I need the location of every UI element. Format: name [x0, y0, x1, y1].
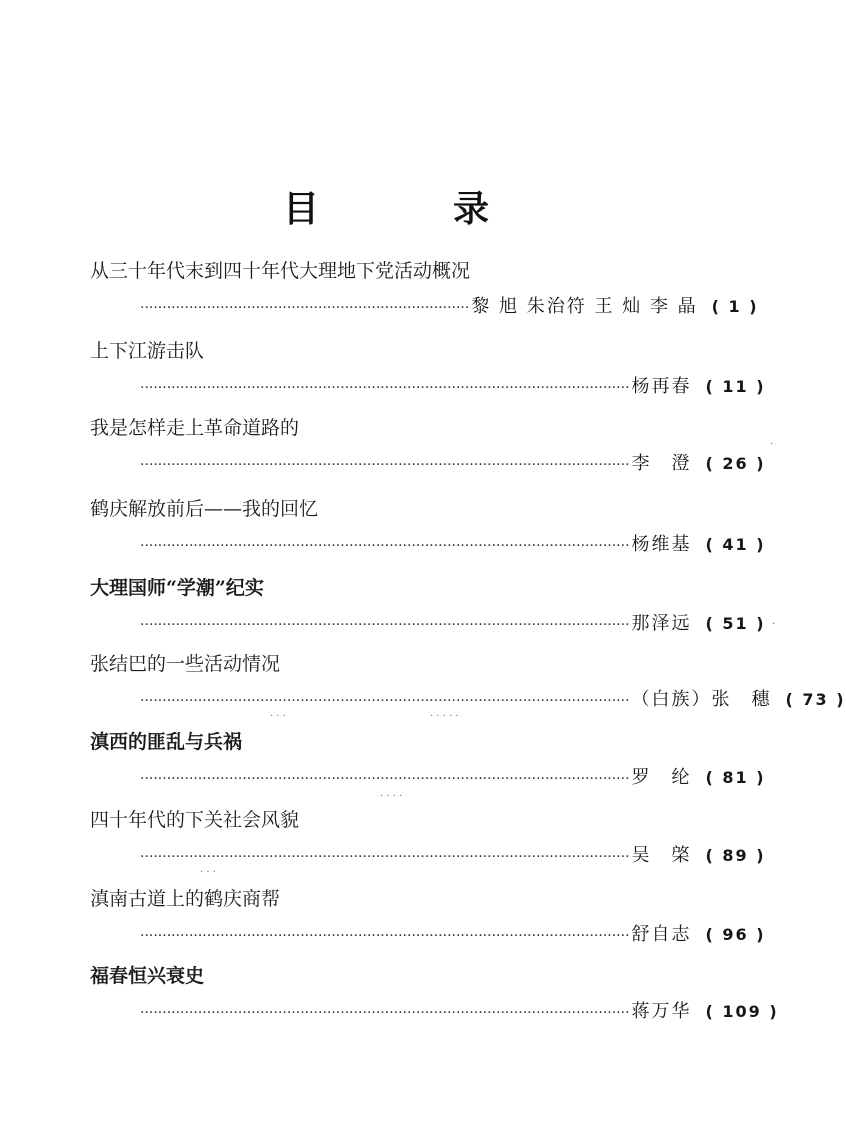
entry-leader-row: [140, 293, 759, 321]
scan-speck: · · · · ·: [430, 711, 459, 722]
scan-speck: · · · ·: [380, 791, 403, 802]
toc-entry: [0, 258, 810, 328]
entry-author: 杨维基: [631, 534, 692, 555]
entry-page: ( 1 ): [711, 297, 759, 316]
toc-entry: [0, 415, 810, 485]
entry-page: ( 41 ): [705, 535, 766, 554]
dot-leader: ··············································································································: [140, 538, 630, 554]
entry-leader-row: [140, 764, 766, 792]
dot-leader: ··············································································································: [140, 617, 630, 633]
entry-title: 鹤庆解放前后——我的回忆: [90, 498, 319, 520]
dot-leader: ··············································································································: [140, 928, 630, 944]
entry-author: 那泽远: [631, 613, 692, 634]
toc-entry: [0, 807, 810, 877]
dot-leader: ··············································································································: [140, 849, 630, 865]
entry-author: 罗 纶: [631, 767, 692, 788]
toc-entry: [0, 496, 810, 566]
entry-title: 张结巴的一些活动情况: [90, 653, 281, 675]
toc-entry: [0, 575, 810, 645]
entry-author: 蒋万华: [631, 1001, 692, 1022]
entry-title: 我是怎样走上革命道路的: [90, 417, 300, 439]
entry-leader-row: [140, 998, 779, 1026]
dot-leader: ··········································································: [140, 300, 470, 316]
entry-leader-row: [140, 610, 766, 638]
entry-title: 福春恒兴衰史: [90, 965, 205, 987]
entry-author: 舒自志: [631, 924, 692, 945]
entry-leader-row: [140, 531, 766, 559]
toc-entry: [0, 963, 810, 1033]
entry-leader-row: [140, 921, 766, 949]
scan-speck: · · ·: [270, 711, 286, 722]
scan-speck: ·: [770, 439, 774, 450]
entry-title: 从三十年代末到四十年代大理地下党活动概况: [90, 260, 471, 282]
entry-title: 上下江游击队: [90, 340, 205, 362]
toc-heading-char-2: 录: [453, 189, 490, 230]
scan-speck: ·: [772, 619, 776, 630]
entry-author: （白族）张 穗: [631, 689, 772, 710]
entry-page: ( 89 ): [705, 846, 766, 865]
entry-page: ( 81 ): [705, 768, 766, 787]
toc-heading: [0, 188, 810, 238]
dot-leader: ··············································································································: [140, 457, 630, 473]
entry-page: ( 109 ): [705, 1002, 779, 1021]
toc-heading-char-1: 目: [283, 189, 320, 230]
toc-entry: [0, 729, 810, 799]
dot-leader: ··············································································································: [140, 1005, 630, 1021]
entry-leader-row: [140, 842, 766, 870]
entry-page: ( 96 ): [705, 925, 766, 944]
scan-speck: · · ·: [200, 867, 216, 878]
dot-leader: ··············································································································: [140, 693, 630, 709]
dot-leader: ··············································································································: [140, 380, 630, 396]
entry-title: 四十年代的下关社会风貌: [90, 809, 300, 831]
entry-author: 李 澄: [631, 453, 692, 474]
entry-leader-row: [140, 686, 846, 714]
entry-leader-row: [140, 373, 766, 401]
toc-entry: [0, 886, 810, 956]
entry-page: ( 73 ): [785, 690, 846, 709]
entry-title: 滇南古道上的鹤庆商帮: [90, 888, 281, 910]
entry-author: 黎 旭 朱治符 王 灿 李 晶: [471, 296, 698, 317]
entry-page: ( 11 ): [705, 377, 766, 396]
entry-author: 吴 棨: [631, 845, 692, 866]
entry-leader-row: [140, 450, 766, 478]
dot-leader: ··············································································································: [140, 771, 630, 787]
entry-page: ( 26 ): [705, 454, 766, 473]
entry-author: 杨再春: [631, 376, 692, 397]
entry-page: ( 51 ): [705, 614, 766, 633]
entry-title: 大理国师“学潮”纪实: [90, 577, 264, 599]
toc-entry: [0, 651, 846, 721]
entry-title: 滇西的匪乱与兵祸: [90, 731, 243, 753]
toc-entry: [0, 338, 810, 408]
